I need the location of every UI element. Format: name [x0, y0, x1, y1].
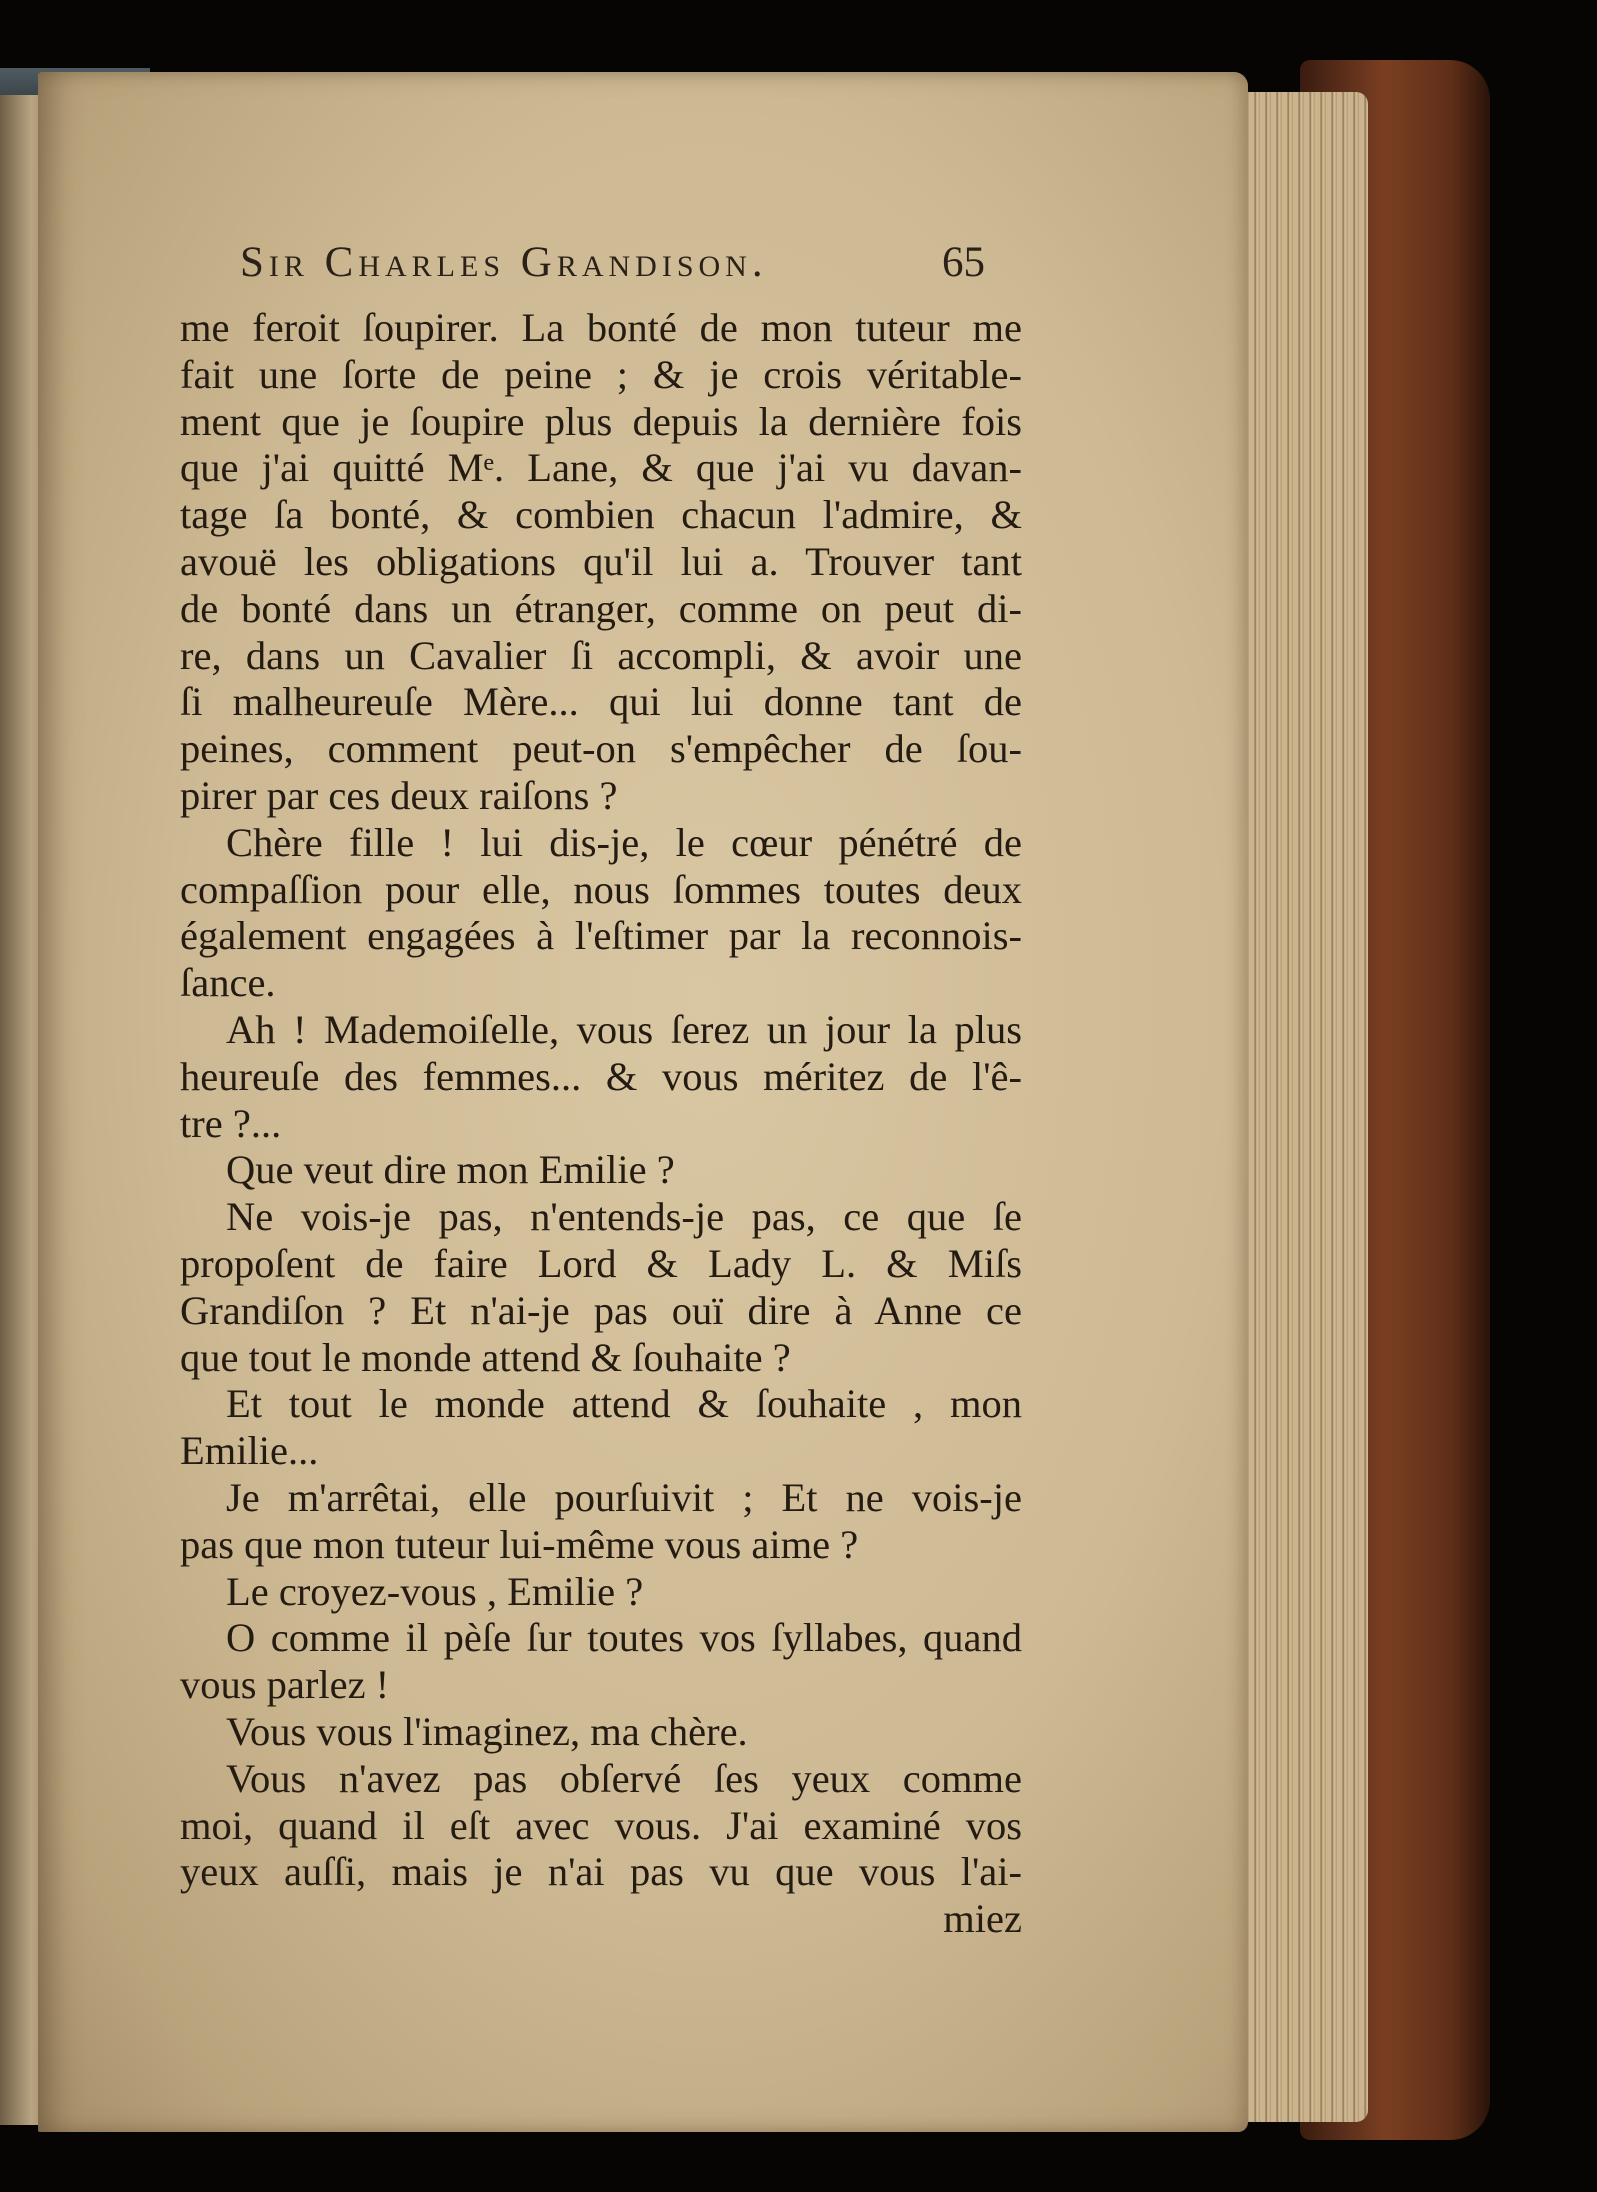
page-header	[205, 238, 985, 298]
text-line: Ne vois-je pas, n'entends-je pas, ce que ſe	[226, 1194, 1022, 1240]
text-line: Vous n'avez pas obſervé ſes yeux comme	[226, 1755, 1022, 1801]
text-line: peines, comment peut-on s'empêcher de ſou-	[180, 726, 1022, 772]
text-line: me feroit ſoupirer. La bonté de mon tuteur me	[180, 305, 1022, 350]
text-line: également engagées à l'eſtimer par la reconnois-	[180, 913, 1022, 959]
text-line: tage ſa bonté, & combien chacun l'admire, &	[180, 492, 1022, 538]
text-line: Emilie...	[180, 1428, 319, 1474]
text-line: ſance.	[180, 960, 276, 1006]
text-line: Et tout le monde attend & ſouhaite , mon	[226, 1381, 1022, 1427]
text-line: avouë les obligations qu'il lui a. Trouver tant	[180, 538, 1022, 584]
text-line: ment que je ſoupire plus depuis la dernière fois	[180, 398, 1022, 444]
text-line: Grandiſon ? Et n'ai-je pas ouï dire à Anne ce	[180, 1287, 1022, 1333]
text-line: fait une ſorte de peine ; & je crois véritable-	[180, 351, 1022, 397]
text-line: Je m'arrêtai, elle pourſuivit ; Et ne vois-je	[226, 1474, 1022, 1520]
text-line: Le croyez-vous , Emilie ?	[226, 1568, 644, 1614]
text-line: ſi malheureuſe Mère... qui lui donne tant de	[180, 679, 1022, 725]
text-line: tre ?...	[180, 1100, 282, 1146]
text-line: O comme il pèſe ſur toutes vos ſyllabes, quand	[226, 1615, 1022, 1661]
text-line: de bonté dans un étranger, comme on peut di-	[180, 585, 1022, 631]
text-line: que tout le monde attend & ſouhaite ?	[180, 1334, 791, 1380]
text-line: que j'ai quitté Mᵉ. Lane, & que j'ai vu davan-	[180, 445, 1022, 491]
text-line: yeux auſſi, mais je n'ai pas vu que vous l'ai-	[180, 1849, 1022, 1895]
catchword: miez	[943, 1896, 1022, 1942]
text-line: propoſent de faire Lord & Lady L. & Miſs	[180, 1240, 1022, 1286]
page-block-edges	[1238, 92, 1368, 2122]
text-line: moi, quand il eſt avec vous. J'ai examiné vos	[180, 1802, 1022, 1848]
page-number: 65	[942, 239, 985, 286]
text-line: Vous vous l'imaginez, ma chère.	[226, 1708, 748, 1754]
text-line: vous parlez !	[180, 1662, 390, 1708]
running-title: Sir Charles Grandison.	[240, 239, 768, 286]
text-line: compaſſion pour elle, nous ſommes toutes deux	[180, 866, 1022, 912]
text-line: re, dans un Cavalier ſi accompli, & avoir une	[180, 632, 1022, 678]
text-line: Chère fille ! lui dis-je, le cœur pénétré de	[226, 819, 1022, 865]
text-line: pirer par ces deux raiſons ?	[180, 772, 618, 818]
text-line: pas que mon tuteur lui-même vous aime ?	[180, 1521, 859, 1567]
text-line: heureuſe des femmes... & vous méritez de l'ê-	[180, 1053, 1022, 1099]
text-line: Que veut dire mon Emilie ?	[226, 1147, 675, 1193]
body-text	[180, 305, 1022, 1943]
text-line: Ah ! Mademoiſelle, vous ſerez un jour la plus	[226, 1006, 1022, 1052]
